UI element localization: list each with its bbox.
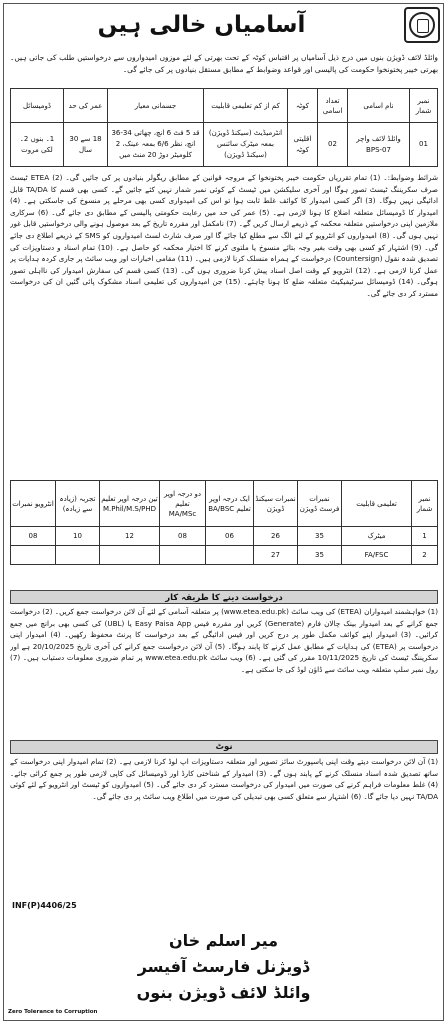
table-row (11, 527, 438, 546)
marks-table-header (11, 481, 438, 527)
col-physical: جسمانی معیار (108, 89, 204, 123)
notes-text: (1) آن لائن درخواست دیتے وقت اپنی پاسپورٹ سائز تصویر اور متعلقہ دستاویزات اپ لوڈ کرنا لازمی ہے۔ (2) تمام امیدوار اپنی درخواست کے ساتھ تصدیق شدہ اسناد منسلک کرنے کے پابند ہوں گے۔ (3) امیدوار کے شناختی کارڈ اور ڈومیسائل کی کاپی لازمی طور پر جمع کرائی جائے۔ (4) غلط معلومات فراہم کرنے کی صورت میں امیدوار کی درخواست مسترد کر دی جائے گی۔ (5) امیدواروں کو ٹیسٹ اور انٹرویو کے لئے کوئی TA/DA نہیں دیا جائے گا۔ (6) اشتہار سے متعلق کسی بھی تبدیلی کی صورت میں اطلاع ویب سائٹ پر دی جائے گی۔ (10, 757, 438, 801)
office-name: وائلڈ لائف ڈویژن بنوں (136, 983, 311, 1002)
application-method-text: (1) خواہشمند امیدواران (ETEA) کی ویب سائٹ (www.etea.edu.pk) پر متعلقہ آسامی کے لئے آن لائن درخواست جمع کریں۔ (2) درخواست جمع کرانے کے بعد امیدوار بینک چالان فارم (Generate) کریں اور مقررہ فیس Easy Paisa App یا (UBL) کی کسی بھی برانچ میں جمع کرائیں۔ (3) امیدوار اپنے کوائف مکمل طور پر درج کریں اور فیس ادائیگی کے بعد درخواست کا پرنٹ محفوظ رکھیں۔ (4) امیدوار اپنی درخواست پر (ETEA) کی ہدایات کے مطابق عمل کرنے کا پابند ہوگا۔ (5) آن لائن درخواست جمع کرانے کی آخری تاریخ 20/10/2025 ہے اور سکریننگ ٹیسٹ کی تاریخ 10/11/2025 مقرر کی گئی ہے۔ (6) ویب سائٹ www.etea.edu.pk پر تمام ضروری معلومات دستیاب ہیں۔ (7) رول نمبر سلپ متعلقہ ویب سائٹ سے ڈاؤن لوڈ کی جا سکتی ہے۔ (10, 607, 438, 674)
signature-block (4, 928, 443, 1006)
col-second-division: نمبرات سیکنڈ ڈویژن (254, 481, 298, 527)
cell-qualification: انٹرمیڈیٹ (سیکنڈ ڈویژن) بمعہ میٹرک سائنس (سیکنڈ ڈویژن) (204, 123, 288, 167)
posts-table (10, 88, 438, 167)
cell-experience (56, 546, 100, 565)
cell-two-level: 08 (160, 527, 206, 546)
col-sno: نمبر شمار (410, 89, 438, 123)
cell-quota: اقلیتی کوٹہ (288, 123, 318, 167)
post-bps: BPS-07 (366, 145, 391, 154)
cell-qualification: میٹرک (342, 527, 412, 546)
col-experience: تجربہ (زیادہ سے زیادہ) (56, 481, 100, 527)
col-three-level: تین درجہ اوپر تعلیم M.Phil/M.S/PHD (100, 481, 160, 527)
posts-table-header (11, 89, 438, 123)
officer-designation: ڈویژنل فارسٹ آفیسر (137, 957, 310, 976)
col-two-level: دو درجہ اوپر تعلیم MA/MSc (160, 481, 206, 527)
cell-post (348, 123, 410, 167)
cell-one-level: 06 (206, 527, 254, 546)
cell-one-level (206, 546, 254, 565)
advertisement-page (3, 3, 444, 1021)
col-interview: انٹرویو نمبرات (11, 481, 56, 527)
title-bar (4, 7, 399, 43)
cell-domicile: 1۔ بنوں 2۔ لکی مروت (11, 123, 64, 167)
method-heading: درخواست دینے کا طریقہ کار (165, 592, 283, 603)
table-row (11, 123, 438, 167)
cell-two-level (160, 546, 206, 565)
col-qualification: کم از کم تعلیمی قابلیت (204, 89, 288, 123)
col-post: نام اسامی (348, 89, 410, 123)
cell-first: 35 (298, 546, 342, 565)
cell-experience: 10 (56, 527, 100, 546)
slogan: Zero Tolerance to Corruption (8, 1009, 98, 1015)
cell-first: 35 (298, 527, 342, 546)
col-quota: کوٹہ (288, 89, 318, 123)
cell-count: 02 (318, 123, 348, 167)
col-count: تعداد اسامی (318, 89, 348, 123)
header-banner (4, 4, 443, 46)
department-logo-icon (404, 7, 440, 43)
cell-three-level (100, 546, 160, 565)
page-title: آسامیاں خالی ہیں (97, 12, 306, 38)
reference-number: INF(P)4406/25 (12, 901, 77, 910)
col-first-division: نمبرات فرسٹ ڈویژن (298, 481, 342, 527)
cell-sno: 01 (410, 123, 438, 167)
cell-second: 27 (254, 546, 298, 565)
col-domicile: ڈومیسائل (11, 89, 64, 123)
cell-interview (11, 546, 56, 565)
cell-qualification: FA/FSC (342, 546, 412, 565)
notes-heading-bar (10, 740, 438, 754)
cell-age: 18 سے 30 سال (64, 123, 108, 167)
table-row (11, 546, 438, 565)
cell-three-level: 12 (100, 527, 160, 546)
officer-name: میر اسلم خان (168, 931, 279, 950)
cell-interview: 08 (11, 527, 56, 546)
cell-physical: قد 5 فٹ 6 انچ، چھاتی 34-36 انچ، نظر 6/6 بمعہ عینک، 2 کلومیٹر دوڑ 20 منٹ میں (108, 123, 204, 167)
marks-table (10, 480, 438, 565)
cell-second: 26 (254, 527, 298, 546)
intro-paragraph: وائلڈ لائف ڈویژن بنوں میں درج ذیل آسامیاں پر اقتباس کوٹہ کے تحت بھرتی کے لئے موزوں امیدواروں سے درخواستیں طلب کی جاتی ہیں۔ بھرتی خیبر پختونخوا حکومت کی پالیسی اور قواعد وضوابط کے مطابق مستقل بنیادوں پر کی جائے گی۔ (10, 53, 438, 74)
post-name: وائلڈ لائف واچر (356, 134, 401, 143)
method-heading-bar (10, 590, 438, 604)
cell-sno: 2 (412, 546, 438, 565)
col-sno: نمبر شمار (412, 481, 438, 527)
col-qualification: تعلیمی قابلیت (342, 481, 412, 527)
cell-sno: 1 (412, 527, 438, 546)
notes-heading: نوٹ (215, 742, 233, 752)
col-age: عمر کی حد (64, 89, 108, 123)
col-one-level: ایک درجہ اوپر تعلیم BA/BSC (206, 481, 254, 527)
terms-and-conditions: شرائط وضوابط:۔ (1) تمام تقرریاں حکومت خیبر پختونخوا کے مروجہ قوانین کے مطابق ریگولر بنیادوں پر کی جائیں گی۔ (2) ETEA ٹیسٹ صرف سکریننگ ٹیسٹ تصور ہوگا اور آخری سلیکشن میں ٹیسٹ کے کوئی نمبر شمار نہیں کئے جائیں گے۔ کسی بھی قسم کا TA/DA قابل ادائیگی نہیں ہوگا۔ (3) اگر کسی امیدوار کا کوائف غلط ثابت ہوا تو اس کی امیدواری کسی بھی مرحلے پر منسوخ کی جاسکتی ہے۔ (4) امیدوار کا ڈومیسائل متعلقہ اضلاع کا ہونا لازمی ہے۔ (5) عمر کی حد میں رعایت حکومتی پالیسی کے مطابق دی جائے گی۔ (6) سرکاری ملازمین اپنی درخواستیں متعلقہ محکمہ کے ذریعے ارسال کریں گے۔ (7) نامکمل اور مقررہ تاریخ کے بعد موصول ہونے والی درخواستیں قابل غور نہیں ہوں گی۔ (8) امیدواروں کو انٹرویو کے لئے الگ سے مطلع کیا جائے گا اور صرف شارٹ لسٹ امیدواروں کو SMS کے ذریعے اطلاع دی جائے گی۔ (9) اشتہار کو کسی بھی وقت بغیر وجہ بتائے منسوخ یا ملتوی کرنے کا اختیار محکمہ کو حاصل ہے۔ (10) تمام اسناد و دستاویزات کی تصدیق شدہ نقول (Countersign) درخواست کے ہمراہ منسلک کرنا لازمی ہیں۔ (11) مقامی اخبارات اور ویب سائٹ پر جاری کردہ ہدایات پر عمل کرنا لازمی ہے۔ (12) انٹرویو کے وقت اصل اسناد پیش کرنا ضروری ہوں گی۔ (13) کسی قسم کی سفارش امیدوار کی نااہلی تصور ہوگی۔ (14) ڈومیسائل سرٹیفیکیٹ متعلقہ ضلع کا ہونا چاہئے۔ (15) جن امیدواروں کی تعلیمی اسناد مشکوک پائی گئیں ان کی درخواست مسترد کر دی جائے گی۔ (10, 173, 438, 298)
